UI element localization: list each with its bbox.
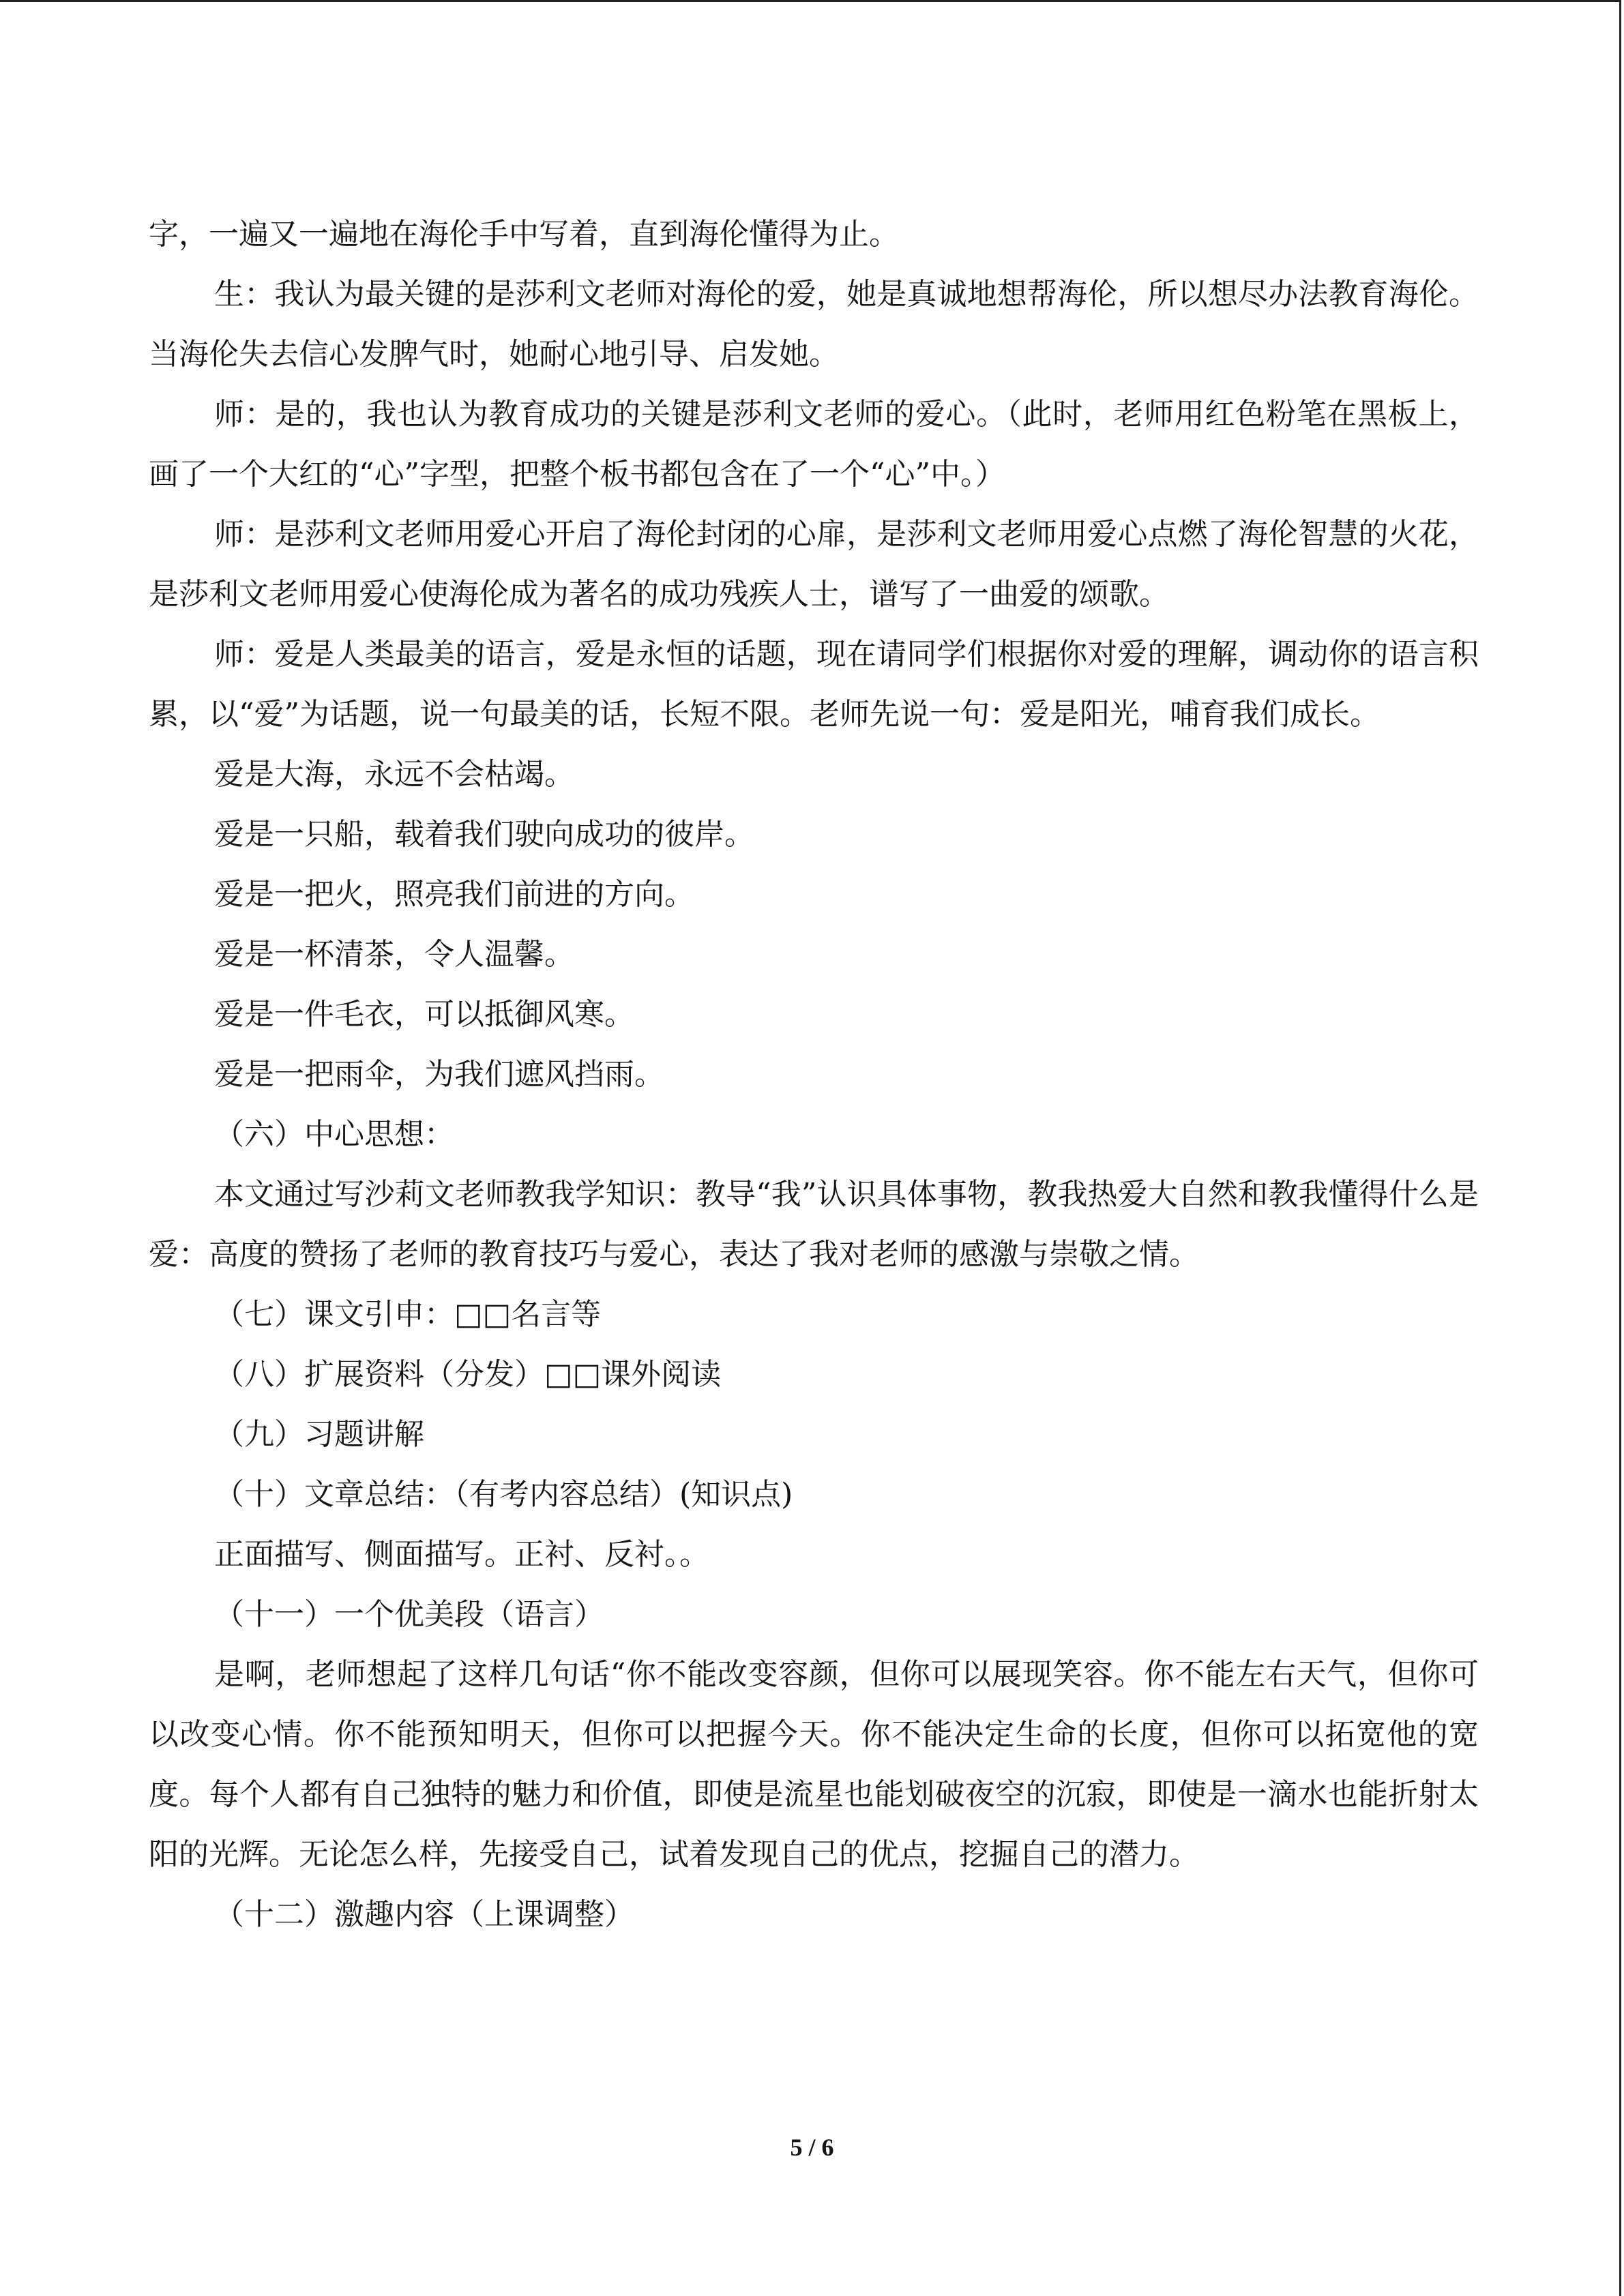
section-heading-6: （六）中心思想： <box>214 1117 454 1152</box>
paragraph-2: 生：我认为最关键的是莎利文老师对海伦的爱，她是真诚地想帮海伦，所以想尽办法教育海伦。当海伦失去信心发脾气时，她耐心地引导、启发她。 <box>149 277 1479 372</box>
love-sentence-2: 爱是一只船，载着我们驶向成功的彼岸。 <box>214 817 754 852</box>
paragraph-4: 师：是莎利文老师用爱心开启了海伦封闭的心扉，是莎利文老师用爱心点燃了海伦智慧的火花，是莎利文老师用爱心使海伦成为著名的成功残疾人士，谱写了一曲爱的颂歌。 <box>149 517 1479 612</box>
paragraph-5: 师：爱是人类最美的语言，爱是永恒的话题，现在请同学们根据你对爱的理解，调动你的语言积累，以“爱”为话题，说一句最美的话，长短不限。老师先说一句：爱是阳光，哺育我们成长。 <box>149 637 1479 732</box>
central-idea-paragraph: 本文通过写沙莉文老师教我学知识：教导“我”认识具体事物，教我热爱大自然和教我懂得什么是爱：高度的赞扬了老师的教育技巧与爱心，表达了我对老师的感激与崇敬之情。 <box>149 1177 1479 1272</box>
love-sentence-3: 爱是一把火，照亮我们前进的方向。 <box>214 877 694 912</box>
paragraph-1: 字，一遍又一遍地在海伦手中写着，直到海伦懂得为止。 <box>149 217 899 252</box>
love-sentence-4: 爱是一杯清茶，令人温馨。 <box>214 937 574 972</box>
paragraph-3: 师：是的，我也认为教育成功的关键是莎利文老师的爱心。（此时，老师用红色粉笔在黑板上，画了一个大红的“心”字型，把整个板书都包含在了一个“心”中。） <box>149 397 1479 492</box>
section-heading-11: （十一）一个优美段（语言） <box>214 1597 604 1632</box>
section-heading-10: （十）文章总结：（有考内容总结）(知识点) <box>214 1477 793 1512</box>
beautiful-passage: 是啊，老师想起了这样几句话“你不能改变容颜，但你可以展现笑容。你不能左右天气，但你可以改变心情。你不能预知明天，但你可以把握今天。你不能决定生命的长度，但你可以拓宽他的宽度。每个人都有自己独特的魅力和价值，即使是流星也能划破夜空的沉寂，即使是一滴水也能折射太阳的光辉。无论怎么样，先接受自己，试着发现自己的优点，挖掘自己的潜力。 <box>149 1657 1479 1872</box>
document-body <box>149 205 1479 1945</box>
section-heading-8: （八）扩展资料（分发）□□课外阅读 <box>214 1357 722 1392</box>
summary-paragraph: 正面描写、侧面描写。正衬、反衬。。 <box>214 1537 709 1572</box>
love-sentence-6: 爱是一把雨伞，为我们遮风挡雨。 <box>214 1057 664 1092</box>
section-heading-7: （七）课文引申：□□名言等 <box>214 1297 602 1332</box>
section-heading-9: （九）习题讲解 <box>214 1417 424 1452</box>
section-heading-12: （十二）激趣内容（上课调整） <box>214 1897 634 1932</box>
love-sentence-5: 爱是一件毛衣，可以抵御风寒。 <box>214 997 634 1032</box>
page-number: 5 / 6 <box>790 2134 834 2161</box>
love-sentence-1: 爱是大海，永远不会枯竭。 <box>214 757 574 792</box>
